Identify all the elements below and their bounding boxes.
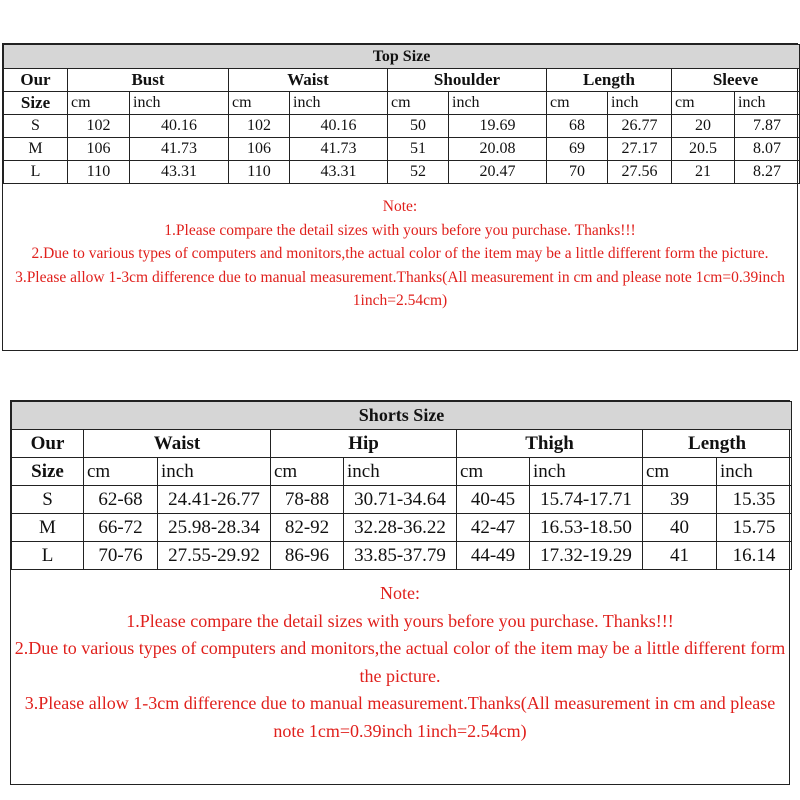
unit-label: cm bbox=[84, 458, 158, 486]
value-cell: 68 bbox=[547, 115, 608, 138]
value-cell: 102 bbox=[229, 115, 290, 138]
value-cell: 20.5 bbox=[672, 138, 735, 161]
value-cell: 25.98-28.34 bbox=[158, 514, 271, 542]
table-row bbox=[12, 514, 792, 542]
value-cell: 41 bbox=[643, 542, 717, 570]
value-cell: 20.08 bbox=[449, 138, 547, 161]
shorts-size-table bbox=[11, 401, 792, 570]
value-cell: 66-72 bbox=[84, 514, 158, 542]
top-size-note bbox=[3, 184, 797, 313]
size-cell: S bbox=[4, 115, 68, 138]
value-cell: 16.53-18.50 bbox=[530, 514, 643, 542]
value-cell: 8.27 bbox=[735, 161, 800, 184]
table-row bbox=[12, 486, 792, 514]
unit-label: cm bbox=[271, 458, 344, 486]
value-cell: 15.75 bbox=[717, 514, 792, 542]
length-header: Length bbox=[643, 430, 792, 458]
top-size-table bbox=[3, 44, 800, 184]
size-header: Size bbox=[12, 458, 84, 486]
unit-label: cm bbox=[388, 92, 449, 115]
value-cell: 32.28-36.22 bbox=[344, 514, 457, 542]
unit-label: cm bbox=[229, 92, 290, 115]
value-cell: 26.77 bbox=[608, 115, 672, 138]
unit-label: inch bbox=[158, 458, 271, 486]
value-cell: 33.85-37.79 bbox=[344, 542, 457, 570]
value-cell: 50 bbox=[388, 115, 449, 138]
value-cell: 27.55-29.92 bbox=[158, 542, 271, 570]
value-cell: 106 bbox=[68, 138, 130, 161]
value-cell: 110 bbox=[68, 161, 130, 184]
value-cell: 41.73 bbox=[290, 138, 388, 161]
value-cell: 86-96 bbox=[271, 542, 344, 570]
value-cell: 82-92 bbox=[271, 514, 344, 542]
table-row bbox=[4, 115, 800, 138]
sleeve-header: Sleeve bbox=[672, 69, 800, 92]
value-cell: 52 bbox=[388, 161, 449, 184]
value-cell: 43.31 bbox=[130, 161, 229, 184]
value-cell: 62-68 bbox=[84, 486, 158, 514]
unit-label: cm bbox=[672, 92, 735, 115]
value-cell: 30.71-34.64 bbox=[344, 486, 457, 514]
size-cell: S bbox=[12, 486, 84, 514]
value-cell: 70-76 bbox=[84, 542, 158, 570]
unit-label: cm bbox=[547, 92, 608, 115]
value-cell: 19.69 bbox=[449, 115, 547, 138]
size-cell: M bbox=[12, 514, 84, 542]
value-cell: 21 bbox=[672, 161, 735, 184]
value-cell: 69 bbox=[547, 138, 608, 161]
value-cell: 17.32-19.29 bbox=[530, 542, 643, 570]
shorts-size-note bbox=[11, 570, 789, 745]
shorts-size-chart bbox=[10, 400, 790, 785]
value-cell: 39 bbox=[643, 486, 717, 514]
value-cell: 44-49 bbox=[457, 542, 530, 570]
value-cell: 42-47 bbox=[457, 514, 530, 542]
note-line: 1.Please compare the detail sizes with yours before you purchase. Thanks!!! bbox=[126, 610, 674, 631]
bust-header: Bust bbox=[68, 69, 229, 92]
value-cell: 40.16 bbox=[130, 115, 229, 138]
value-cell: 110 bbox=[229, 161, 290, 184]
unit-label: cm bbox=[68, 92, 130, 115]
value-cell: 106 bbox=[229, 138, 290, 161]
value-cell: 8.07 bbox=[735, 138, 800, 161]
value-cell: 20 bbox=[672, 115, 735, 138]
size-cell: L bbox=[4, 161, 68, 184]
top-size-title: Top Size bbox=[4, 45, 800, 69]
value-cell: 7.87 bbox=[735, 115, 800, 138]
size-cell: M bbox=[4, 138, 68, 161]
value-cell: 15.35 bbox=[717, 486, 792, 514]
note-line: 3.Please allow 1-3cm difference due to manual measurement.Thanks(All measurement in cm and please note 1cm=0.39inch 1inch=2.54cm) bbox=[15, 268, 785, 309]
unit-label: inch bbox=[290, 92, 388, 115]
size-cell: L bbox=[12, 542, 84, 570]
thigh-header: Thigh bbox=[457, 430, 643, 458]
note-heading: Note: bbox=[382, 198, 418, 215]
our-size-header: Our bbox=[4, 69, 68, 92]
unit-label: inch bbox=[344, 458, 457, 486]
value-cell: 40-45 bbox=[457, 486, 530, 514]
value-cell: 40 bbox=[643, 514, 717, 542]
unit-label: inch bbox=[130, 92, 229, 115]
table-row bbox=[4, 161, 800, 184]
top-size-chart bbox=[2, 43, 798, 351]
value-cell: 24.41-26.77 bbox=[158, 486, 271, 514]
waist-header: Waist bbox=[84, 430, 271, 458]
value-cell: 27.56 bbox=[608, 161, 672, 184]
hip-header: Hip bbox=[271, 430, 457, 458]
note-line: 2.Due to various types of computers and monitors,the actual color of the item may be a little different form the picture. bbox=[14, 638, 786, 686]
table-row bbox=[4, 138, 800, 161]
length-header: Length bbox=[547, 69, 672, 92]
note-line: 2.Due to various types of computers and monitors,the actual color of the item may be a little different form the picture. bbox=[31, 245, 769, 262]
shoulder-header: Shoulder bbox=[388, 69, 547, 92]
shorts-size-title: Shorts Size bbox=[12, 402, 792, 430]
value-cell: 78-88 bbox=[271, 486, 344, 514]
unit-label: inch bbox=[735, 92, 800, 115]
value-cell: 15.74-17.71 bbox=[530, 486, 643, 514]
waist-header: Waist bbox=[229, 69, 388, 92]
note-line: 3.Please allow 1-3cm difference due to manual measurement.Thanks(All measurement in cm and please note 1cm=0.39inch 1inch=2.54cm) bbox=[24, 693, 776, 741]
value-cell: 102 bbox=[68, 115, 130, 138]
unit-label: inch bbox=[717, 458, 792, 486]
value-cell: 40.16 bbox=[290, 115, 388, 138]
value-cell: 16.14 bbox=[717, 542, 792, 570]
value-cell: 51 bbox=[388, 138, 449, 161]
size-header: Size bbox=[4, 92, 68, 115]
value-cell: 41.73 bbox=[130, 138, 229, 161]
unit-label: cm bbox=[643, 458, 717, 486]
value-cell: 70 bbox=[547, 161, 608, 184]
table-row bbox=[12, 542, 792, 570]
note-heading: Note: bbox=[380, 583, 420, 603]
unit-label: inch bbox=[608, 92, 672, 115]
unit-label: inch bbox=[530, 458, 643, 486]
value-cell: 27.17 bbox=[608, 138, 672, 161]
our-size-header: Our bbox=[12, 430, 84, 458]
unit-label: inch bbox=[449, 92, 547, 115]
value-cell: 43.31 bbox=[290, 161, 388, 184]
note-line: 1.Please compare the detail sizes with yours before you purchase. Thanks!!! bbox=[164, 221, 636, 239]
unit-label: cm bbox=[457, 458, 530, 486]
value-cell: 20.47 bbox=[449, 161, 547, 184]
